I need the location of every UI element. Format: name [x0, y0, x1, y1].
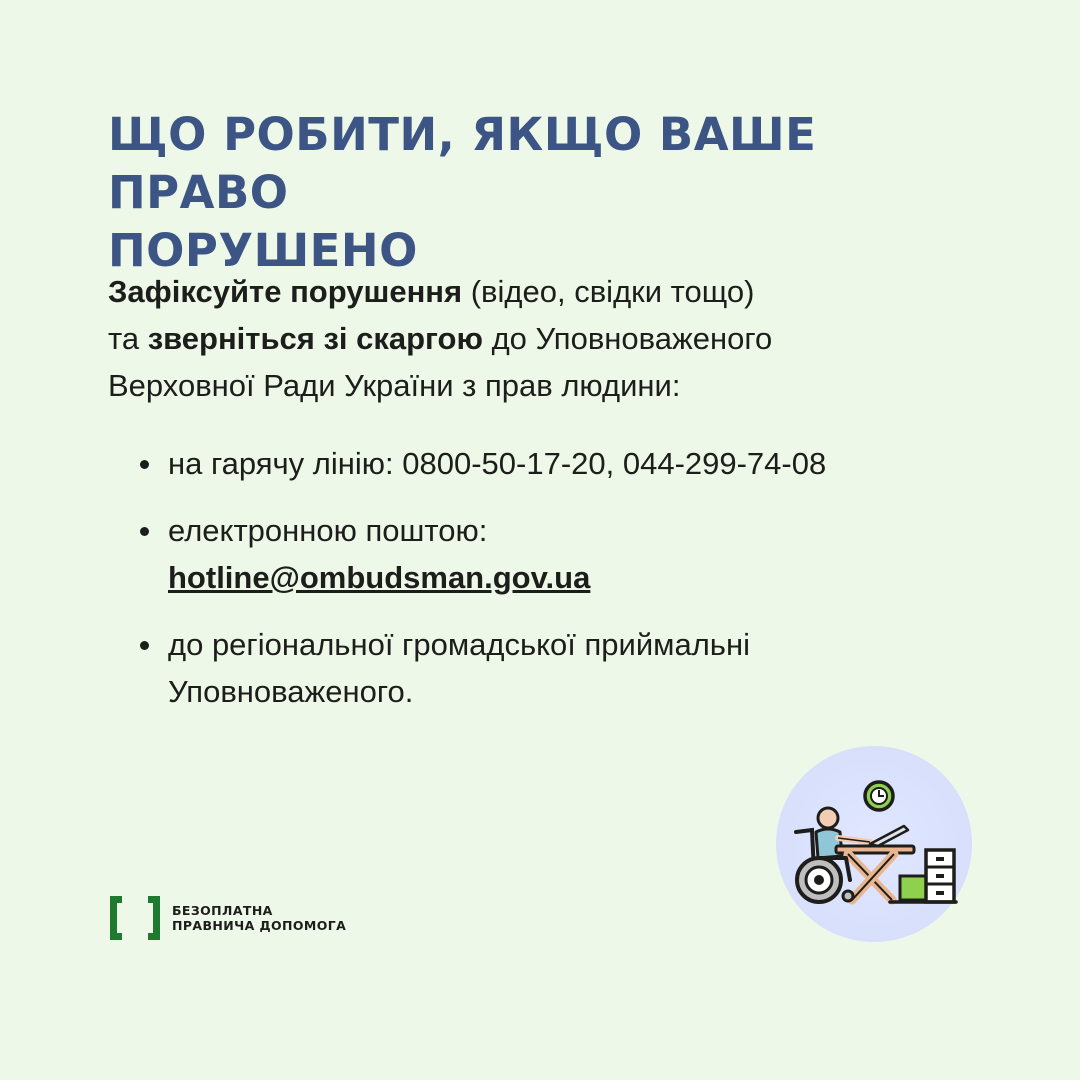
intro-bold-record: Зафіксуйте порушення: [108, 274, 463, 309]
intro-text-1: (відео, свідки тощо): [462, 274, 755, 309]
contact-list: [140, 440, 1020, 715]
bullet-icon: [140, 527, 149, 536]
title-line-1: ЩО РОБИТИ, ЯКЩО ВАШЕ ПРАВО: [108, 108, 817, 219]
intro-paragraph: [108, 268, 1008, 409]
office-text-line-2: Уповноваженого.: [168, 674, 414, 709]
page-title: [108, 106, 988, 280]
intro-bold-complain: зверніться зі скаргою: [147, 321, 483, 356]
email-label: електронною поштою:: [168, 513, 488, 548]
logo-line-1: БЕЗОПЛАТНА: [172, 903, 273, 918]
list-item-email: [140, 507, 1020, 601]
logo-line-2: ПРАВНИЧА ДОПОМОГА: [172, 918, 347, 933]
free-legal-aid-logo: [108, 894, 346, 942]
intro-text-2: та: [108, 321, 148, 356]
bullet-icon: [140, 460, 149, 469]
intro-text-4: Верховної Ради України з прав людини:: [108, 368, 681, 403]
wheelchair-user-at-desk-icon: [786, 776, 962, 916]
bullet-icon: [140, 641, 149, 650]
intro-text-3: до Уповноваженого: [482, 321, 773, 356]
title-line-2: ПОРУШЕНО: [108, 224, 418, 277]
logo-text: [172, 903, 346, 933]
hotline-text: на гарячу лінію: 0800-50-17-20, 044-299-74-08: [168, 446, 827, 481]
list-item-hotline: [140, 440, 1020, 487]
email-link[interactable]: hotline@ombudsman.gov.ua: [168, 560, 591, 595]
bracket-logo-icon: [108, 894, 162, 942]
list-item-office: [140, 621, 1020, 715]
office-text-line-1: до регіональної громадської приймальні: [168, 627, 750, 662]
